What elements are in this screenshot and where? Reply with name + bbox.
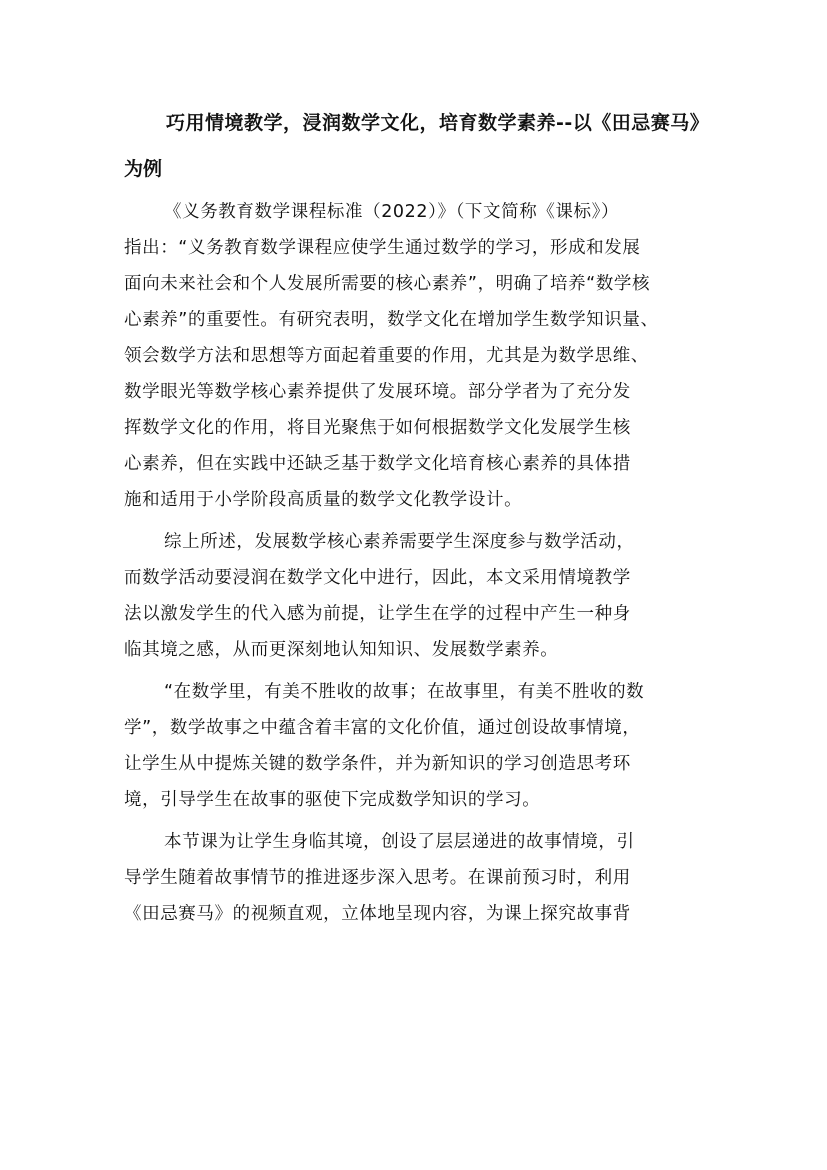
paragraph-line: “在数学里，有美不胜收的故事；在故事里，有美不胜收的数 [164, 682, 645, 702]
paragraph-line: 让学生从中提炼关键的数学条件，并为新知识的学习创造思考环 [124, 754, 631, 774]
paragraph-line: 学”，数学故事之中蕴含着丰富的文化价值，通过创设故事情境， [124, 718, 641, 738]
body-paragraph [124, 674, 710, 818]
paragraph-line: 临其境之感，从而更深刻地认知知识、发展数学素养。 [124, 640, 559, 660]
paragraph-line: 综上所述，发展数学核心素养需要学生深度参与数学活动， [164, 532, 635, 552]
paragraph-line: 指出：“义务教育数学课程应使学生通过数学的学习，形成和发展 [124, 238, 641, 258]
paragraph-line: 《义务教育数学课程标准（2022）》（下文简称《课标》） [164, 202, 620, 222]
document-body [124, 194, 710, 932]
paragraph-line: 境，引导学生在故事的驱使下完成数学知识的学习。 [124, 790, 541, 810]
paragraph-line: 《田忌赛马》的视频直观，立体地呈现内容，为课上探究故事背 [124, 904, 631, 924]
paragraph-line: 法以激发学生的代入感为前提，让学生在学的过程中产生一种身 [124, 604, 631, 624]
document-title-line-1: 巧用情境教学，浸润数学文化，培育数学素养--以《田忌赛马》 [166, 112, 710, 134]
paragraph-line: 挥数学文化的作用，将目光聚焦于如何根据数学文化发展学生核 [124, 418, 631, 438]
paragraph-line: 数学眼光等数学核心素养提供了发展环境。部分学者为了充分发 [124, 382, 631, 402]
paragraph-line: 领会数学方法和思想等方面起着重要的作用，尤其是为数学思维、 [124, 346, 649, 366]
paragraph-line: 施和适用于小学阶段高质量的数学文化教学设计。 [124, 490, 523, 510]
paragraph-line: 本节课为让学生身临其境，创设了层层递进的故事情境，引 [164, 832, 635, 852]
body-paragraph [124, 194, 710, 518]
paragraph-line: 面向未来社会和个人发展所需要的核心素养”，明确了培养“数学核 [124, 274, 651, 294]
document-page [124, 100, 710, 932]
paragraph-line: 心素养”的重要性。有研究表明，数学文化在增加学生数学知识量、 [124, 310, 659, 330]
paragraph-line: 导学生随着故事情节的推进逐步深入思考。在课前预习时，利用 [124, 868, 631, 888]
body-paragraph [124, 524, 710, 668]
paragraph-line: 心素养，但在实践中还缺乏基于数学文化培育核心素养的具体措 [124, 454, 631, 474]
body-paragraph [124, 824, 710, 932]
paragraph-line: 而数学活动要浸润在数学文化中进行，因此，本文采用情境教学 [124, 568, 631, 588]
document-title-line-2: 为例 [124, 158, 163, 180]
